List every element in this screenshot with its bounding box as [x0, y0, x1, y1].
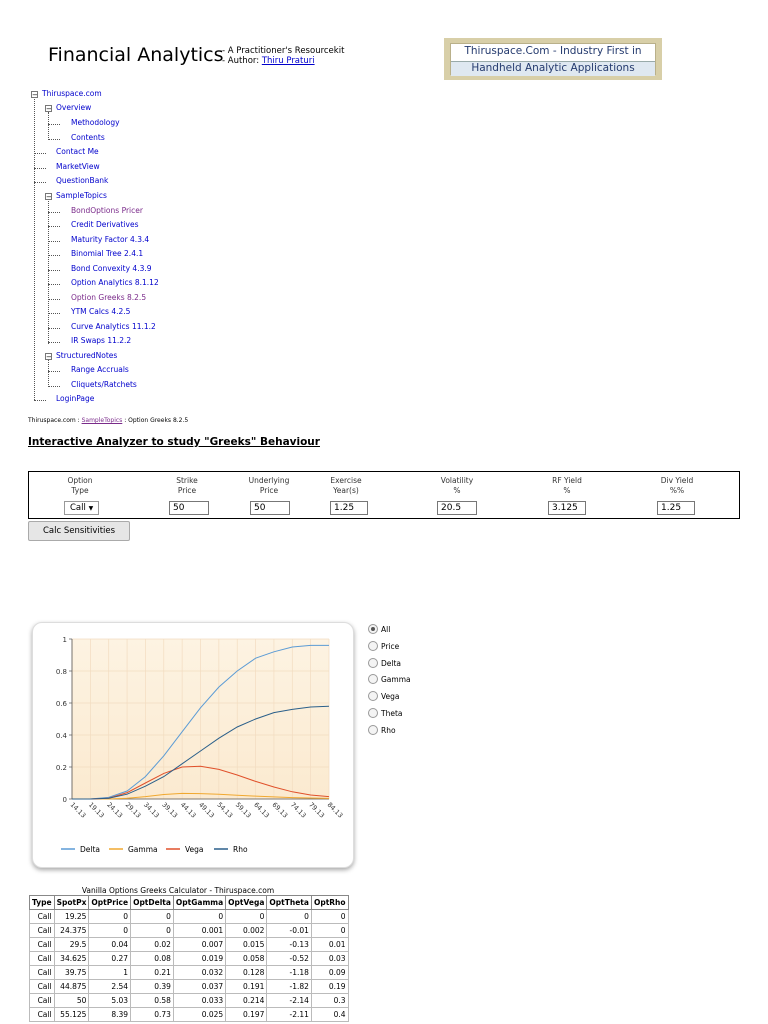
radio-vega[interactable]: [368, 692, 400, 702]
table-cell: 0.015: [226, 938, 267, 952]
tree-binomial[interactable]: Binomial Tree 2.4.1: [71, 249, 144, 258]
table-cell: 44.875: [54, 980, 89, 994]
column-header: Type: [30, 896, 55, 910]
table-cell: 39.75: [54, 966, 89, 980]
radio-price[interactable]: [368, 642, 399, 652]
collapse-overview-icon[interactable]: −: [46, 105, 52, 113]
x-tick-label: 84.13: [325, 800, 345, 820]
header-div-yield: Div Yield %%: [660, 476, 694, 495]
promo-banner[interactable]: [444, 38, 662, 80]
greeks-table: [29, 895, 349, 1022]
column-header: OptPrice: [89, 896, 131, 910]
table-cell: 0.03: [311, 952, 348, 966]
table-cell: 0.002: [226, 924, 267, 938]
x-tick-label: 49.13: [197, 800, 216, 820]
radio-delta[interactable]: [368, 659, 401, 669]
table-row: [30, 924, 349, 938]
collapse-root-icon[interactable]: −: [32, 91, 38, 99]
table-row: [30, 938, 349, 952]
table-cell: 0.3: [311, 994, 348, 1008]
column-header: SpotPx: [54, 896, 89, 910]
radio-label: All: [381, 625, 391, 634]
tree-structured[interactable]: StructuredNotes: [56, 351, 118, 360]
breadcrumb-sep-2: :: [122, 417, 129, 424]
table-cell: -0.01: [267, 924, 312, 938]
table-cell: Call: [30, 966, 55, 980]
table-row: [30, 980, 349, 994]
table-cell: Call: [30, 980, 55, 994]
table-cell: 0.007: [173, 938, 225, 952]
table-cell: 0.214: [226, 994, 267, 1008]
option-type-value: Call: [70, 503, 86, 513]
header-option-type: Option Type: [67, 476, 93, 495]
table-cell: Call: [30, 910, 55, 924]
table-cell: -0.13: [267, 938, 312, 952]
tree-credit[interactable]: Credit Derivatives: [71, 220, 139, 229]
y-tick-label: 0.8: [55, 668, 67, 676]
radio-dot-icon: [368, 725, 378, 735]
radio-label: Rho: [381, 725, 396, 735]
x-tick-label: 34.13: [142, 800, 161, 820]
column-header: OptTheta: [267, 896, 312, 910]
table-cell: 0.21: [131, 966, 174, 980]
table-cell: Call: [30, 938, 55, 952]
legend-label-vega: Vega: [185, 845, 204, 854]
table-cell: 34.625: [54, 952, 89, 966]
table-row: [30, 966, 349, 980]
volatility-input[interactable]: 20.5: [437, 501, 477, 515]
table-cell: -2.11: [267, 1008, 312, 1022]
table-row: [30, 1008, 349, 1022]
tree-login[interactable]: LoginPage: [56, 394, 95, 403]
header-exercise: Exercise Year(s): [330, 476, 362, 495]
radio-dot-icon: [368, 624, 378, 634]
tree-bondoptions[interactable]: BondOptions Pricer: [71, 206, 143, 215]
table-cell: 0.02: [131, 938, 174, 952]
tree-contents[interactable]: Contents: [71, 133, 105, 142]
app-title: Financial Analytics: [48, 44, 224, 66]
y-tick-label: 0.4: [55, 732, 67, 740]
column-header: OptDelta: [131, 896, 174, 910]
table-cell: 19.25: [54, 910, 89, 924]
collapse-sampletopics-icon[interactable]: −: [46, 193, 52, 201]
radio-label: Delta: [381, 658, 402, 668]
chevron-down-icon: ▼: [88, 505, 94, 512]
table-cell: 8.39: [89, 1008, 131, 1022]
column-header: OptVega: [226, 896, 267, 910]
header-volatility: Volatility %: [440, 476, 474, 495]
tree-questionbank[interactable]: QuestionBank: [56, 176, 109, 185]
exercise-input[interactable]: 1.25: [330, 501, 368, 515]
breadcrumb-current: Option Greeks 8.2.5: [128, 417, 189, 424]
table-cell: -0.52: [267, 952, 312, 966]
x-tick-label: 79.13: [307, 800, 327, 820]
tree-range[interactable]: Range Accruals: [71, 365, 129, 374]
table-cell: -2.14: [267, 994, 312, 1008]
table-caption: Vanilla Options Greeks Calculator - Thiruspace.com: [81, 886, 275, 895]
table-header-row: [30, 896, 349, 910]
table-cell: -1.82: [267, 980, 312, 994]
table-cell: 0.27: [89, 952, 131, 966]
table-cell: 2.54: [89, 980, 131, 994]
table-cell: 0: [226, 910, 267, 924]
collapse-structured-icon[interactable]: −: [46, 353, 52, 361]
table-cell: 0: [267, 910, 312, 924]
table-cell: Call: [30, 924, 55, 938]
table-cell: 0.019: [173, 952, 225, 966]
tree-contact[interactable]: Contact Me: [56, 147, 99, 156]
header-strike: Strike Price: [176, 476, 198, 495]
table-cell: 0.025: [173, 1008, 225, 1022]
tree-cliquets[interactable]: Cliquets/Ratchets: [71, 380, 137, 389]
radio-all[interactable]: [368, 625, 390, 635]
table-cell: 0.197: [226, 1008, 267, 1022]
column-header: OptGamma: [173, 896, 225, 910]
table-cell: 0.128: [226, 966, 267, 980]
x-tick-label: 64.13: [252, 800, 271, 820]
table-cell: Call: [30, 952, 55, 966]
greeks-chart: [33, 623, 353, 867]
table-row: [30, 910, 349, 924]
author-line: [222, 56, 315, 66]
radio-theta[interactable]: [368, 709, 403, 719]
tree-methodology[interactable]: Methodology: [71, 118, 120, 127]
author-link[interactable]: Thiru Praturi: [261, 56, 315, 66]
radio-dot-icon: [368, 658, 378, 668]
y-tick-label: 0.2: [55, 764, 67, 772]
banner-line-2: Handheld Analytic Applications: [451, 61, 655, 76]
table-cell: 0: [131, 924, 174, 938]
legend-label-gamma: Gamma: [128, 845, 158, 854]
table-cell: 0.01: [311, 938, 348, 952]
breadcrumb-home[interactable]: Thiruspace.com: [28, 417, 76, 424]
tree-root[interactable]: Thiruspace.com: [42, 89, 102, 98]
tree-optgreeks[interactable]: Option Greeks 8.2.5: [71, 293, 147, 302]
breadcrumb-sep: :: [75, 417, 82, 424]
table-cell: 0: [131, 910, 174, 924]
table-cell: 29.5: [54, 938, 89, 952]
subtitle: - A Practitioner's Resourcekit: [222, 46, 345, 56]
tree-optanalytics[interactable]: Option Analytics 8.1.12: [71, 278, 159, 287]
tree-maturity[interactable]: Maturity Factor 4.3.4: [71, 235, 150, 244]
table-cell: 0.73: [131, 1008, 174, 1022]
table-cell: 24.375: [54, 924, 89, 938]
table-cell: -1.18: [267, 966, 312, 980]
table-cell: 55.125: [54, 1008, 89, 1022]
option-type-select[interactable]: [64, 501, 99, 515]
table-cell: Call: [30, 994, 55, 1008]
table-cell: 0: [89, 924, 131, 938]
table-cell: 5.03: [89, 994, 131, 1008]
table-cell: 0.09: [311, 966, 348, 980]
radio-dot-icon: [368, 674, 378, 684]
radio-label: Price: [381, 641, 400, 651]
radio-dot-icon: [368, 641, 378, 651]
y-tick-label: 0.6: [55, 700, 67, 708]
y-tick-label: 1: [62, 636, 67, 644]
table-cell: 0.39: [131, 980, 174, 994]
x-tick-label: 54.13: [215, 800, 235, 820]
header-rf-yield: RF Yield %: [552, 476, 582, 495]
table-cell: 0: [173, 910, 225, 924]
underlying-input[interactable]: 50: [250, 501, 290, 515]
table-cell: 0.19: [311, 980, 348, 994]
table-cell: 0: [89, 910, 131, 924]
table-cell: 0.4: [311, 1008, 348, 1022]
x-tick-label: 59.13: [233, 800, 253, 820]
table-cell: 0.08: [131, 952, 174, 966]
x-tick-label: 44.13: [178, 800, 198, 820]
table-cell: Call: [30, 1008, 55, 1022]
tree-irswaps[interactable]: IR Swaps 11.2.2: [71, 336, 132, 345]
tree-overview[interactable]: Overview: [56, 103, 92, 112]
tree-sampletopics[interactable]: SampleTopics: [56, 191, 107, 200]
radio-gamma[interactable]: [368, 675, 411, 685]
table-cell: 0.58: [131, 994, 174, 1008]
table-cell: 0.033: [173, 994, 225, 1008]
table-cell: 0.04: [89, 938, 131, 952]
strike-input[interactable]: 50: [169, 501, 209, 515]
tree-ytm[interactable]: YTM Calcs 4.2.5: [71, 307, 131, 316]
banner-line-1: Thiruspace.Com - Industry First in: [451, 45, 655, 60]
table-row: [30, 994, 349, 1008]
div-yield-input[interactable]: 1.25: [657, 501, 695, 515]
legend-label-delta: Delta: [80, 845, 101, 854]
radio-label: Vega: [381, 692, 400, 702]
column-header: OptRho: [311, 896, 348, 910]
x-tick-label: 39.13: [160, 800, 180, 820]
x-tick-label: 74.13: [288, 800, 308, 820]
table-cell: 0.058: [226, 952, 267, 966]
radio-dot-icon: [368, 708, 378, 718]
calc-sensitivities-button[interactable]: Calc Sensitivities: [28, 521, 130, 541]
x-tick-label: 69.13: [270, 800, 290, 820]
radio-label: Gamma: [381, 675, 411, 685]
tree-marketview[interactable]: MarketView: [56, 162, 100, 171]
x-tick-label: 29.13: [123, 800, 143, 820]
table-cell: 0.037: [173, 980, 225, 994]
radio-dot-icon: [368, 691, 378, 701]
table-cell: 0.032: [173, 966, 225, 980]
x-tick-label: 19.13: [86, 800, 106, 820]
breadcrumb: [28, 417, 188, 424]
table-row: [30, 952, 349, 966]
table-cell: 0.001: [173, 924, 225, 938]
table-cell: 0.191: [226, 980, 267, 994]
table-cell: 0: [311, 924, 348, 938]
x-tick-label: 24.13: [105, 800, 125, 820]
rf-yield-input[interactable]: 3.125: [548, 501, 586, 515]
table-cell: 0: [311, 910, 348, 924]
breadcrumb-parent[interactable]: SampleTopics: [81, 417, 123, 424]
x-tick-label: 14.13: [68, 800, 88, 820]
table-cell: 50: [54, 994, 89, 1008]
table-cell: 1: [89, 966, 131, 980]
tree-convexity[interactable]: Bond Convexity 4.3.9: [71, 264, 152, 273]
legend-label-rho: Rho: [233, 845, 248, 854]
tree-curve[interactable]: Curve Analytics 11.1.2: [71, 322, 156, 331]
header-underlying: Underlying Price: [248, 476, 290, 495]
radio-rho[interactable]: [368, 726, 396, 736]
radio-label: Theta: [381, 709, 403, 718]
y-tick-label: 0: [62, 796, 67, 804]
input-form: [28, 471, 740, 519]
author-prefix: - Author:: [222, 56, 262, 66]
section-title: Interactive Analyzer to study "Greeks" Behaviour: [28, 436, 320, 448]
chart-card: [32, 622, 354, 868]
